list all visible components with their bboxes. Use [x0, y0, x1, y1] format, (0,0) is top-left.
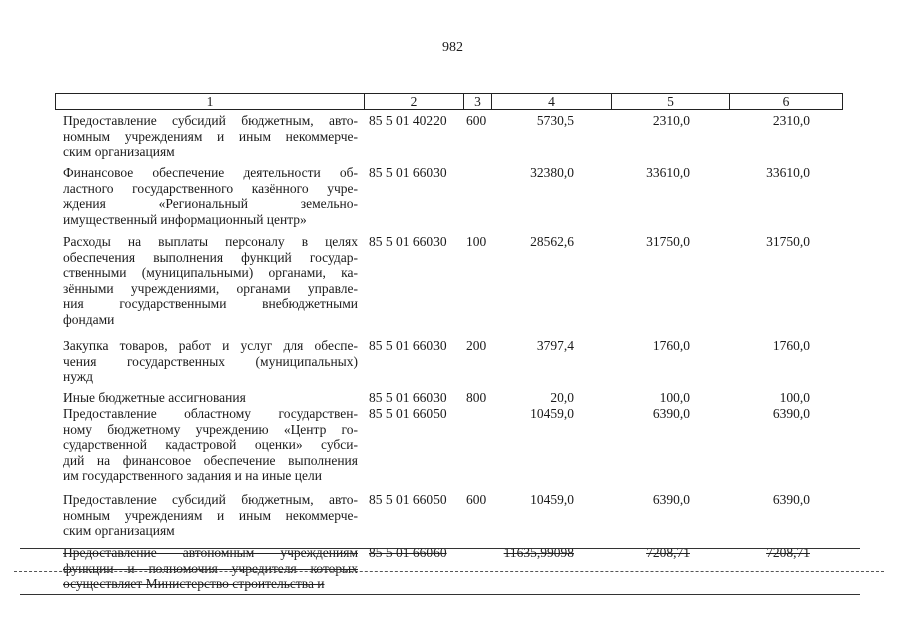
description-line: Финансовое обеспечение деятельности об-: [63, 165, 358, 180]
value-col-5: 7208,71: [646, 545, 690, 560]
value-col-6: 33610,0: [766, 165, 810, 180]
budget-code: 85 5 01 66060: [369, 545, 447, 560]
expense-type: 600: [466, 492, 487, 507]
description-line: функции и полномочия учредителя которых: [63, 560, 358, 576]
value-col-4: 20,0: [550, 390, 574, 405]
header-col-3: 3: [463, 94, 491, 109]
row-description: [63, 165, 358, 227]
value-col-4: 32380,0: [530, 165, 574, 180]
description-line: Расходы на выплаты персоналу в целях: [63, 234, 358, 249]
description-line: ским организациям: [63, 523, 175, 538]
value-col-5: 31750,0: [646, 234, 690, 249]
expense-type: 200: [466, 338, 487, 353]
budget-code: 85 5 01 66030: [369, 338, 447, 353]
value-col-6: 31750,0: [766, 234, 810, 249]
value-col-4: 11635,99098: [503, 545, 574, 560]
budget-code: 85 5 01 66030: [369, 165, 447, 180]
value-col-5: 2310,0: [652, 113, 690, 128]
header-col-2: 2: [364, 94, 463, 109]
description-line: номным учреждениям и иным некоммерче-: [63, 507, 358, 523]
value-col-6: 2310,0: [772, 113, 810, 128]
description-line: им государственного задания и на иные цели: [63, 468, 322, 483]
description-line: осуществляет Министерство строительства и: [63, 576, 325, 591]
table-header: [55, 93, 843, 110]
value-col-4: 3797,4: [536, 338, 574, 353]
description-line: Закупка товаров, работ и услуг для обеспе-: [63, 338, 358, 353]
description-line: чения государственных (муниципальных): [63, 353, 358, 369]
row-description: [63, 545, 358, 592]
value-col-5: 100,0: [659, 390, 690, 405]
dash-line-middle: [14, 571, 884, 572]
row-description: [63, 406, 358, 484]
description-line: Предоставление субсидий бюджетным, авто-: [63, 492, 358, 507]
value-col-6: 1760,0: [772, 338, 810, 353]
header-col-6: 6: [729, 94, 842, 109]
budget-code: 85 5 01 66030: [369, 390, 447, 405]
value-col-6: 6390,0: [772, 406, 810, 421]
page-number: 982: [442, 40, 463, 55]
value-col-4: 10459,0: [530, 406, 574, 421]
description-line: дий на финансовое обеспечение выполнения: [63, 452, 358, 468]
description-line: ским организациям: [63, 144, 175, 159]
description-line: номным учреждениям и иным некоммерче-: [63, 128, 358, 144]
row-description: [63, 338, 358, 385]
value-col-5: 33610,0: [646, 165, 690, 180]
description-line: Предоставление автономным учреждениям: [63, 545, 358, 560]
budget-code: 85 5 01 66030: [369, 234, 447, 249]
header-col-4: 4: [491, 94, 611, 109]
description-line: Предоставление субсидий бюджетным, авто-: [63, 113, 358, 128]
description-line: ластного государственного казённого учре-: [63, 180, 358, 196]
description-line: фондами: [63, 311, 115, 327]
description-line: имущественный информационный центр»: [63, 211, 307, 227]
value-col-6: 7208,71: [766, 545, 810, 560]
value-col-6: 100,0: [779, 390, 810, 405]
value-col-4: 28562,6: [530, 234, 574, 249]
description-line: зёнными учреждениями, органами управле-: [63, 280, 358, 296]
description-line: нужд: [63, 369, 93, 384]
description-line: Предоставление областному государствен-: [63, 406, 358, 421]
budget-code: 85 5 01 66050: [369, 492, 447, 507]
value-col-5: 6390,0: [652, 492, 690, 507]
description-line: ному бюджетному учреждению «Центр го-: [63, 421, 358, 437]
description-line: Иные бюджетные ассигнования: [63, 390, 246, 405]
description-line: ственными (муниципальными) органами, ка-: [63, 265, 358, 280]
description-line: ждения «Региональный земельно-: [63, 196, 358, 211]
row-description: [63, 390, 358, 406]
expense-type: 800: [466, 390, 487, 405]
value-col-4: 10459,0: [530, 492, 574, 507]
row-description: [63, 113, 358, 160]
value-col-5: 1760,0: [652, 338, 690, 353]
description-line: ния государственными внебюджетными: [63, 296, 358, 311]
expense-type: 100: [466, 234, 487, 249]
value-col-4: 5730,5: [536, 113, 574, 128]
row-description: [63, 234, 358, 327]
value-col-6: 6390,0: [772, 492, 810, 507]
description-line: обеспечения выполнения функций государ-: [63, 249, 358, 265]
expense-type: 600: [466, 113, 487, 128]
row-description: [63, 492, 358, 539]
strike-line-bottom: [20, 594, 860, 595]
value-col-5: 6390,0: [652, 406, 690, 421]
header-col-5: 5: [611, 94, 729, 109]
header-col-1: 1: [206, 94, 214, 109]
description-line: сударственной кадастровой оценки» субси-: [63, 437, 358, 452]
strike-line-top: [20, 548, 860, 549]
budget-code: 85 5 01 66050: [369, 406, 447, 421]
budget-code: 85 5 01 40220: [369, 113, 447, 128]
